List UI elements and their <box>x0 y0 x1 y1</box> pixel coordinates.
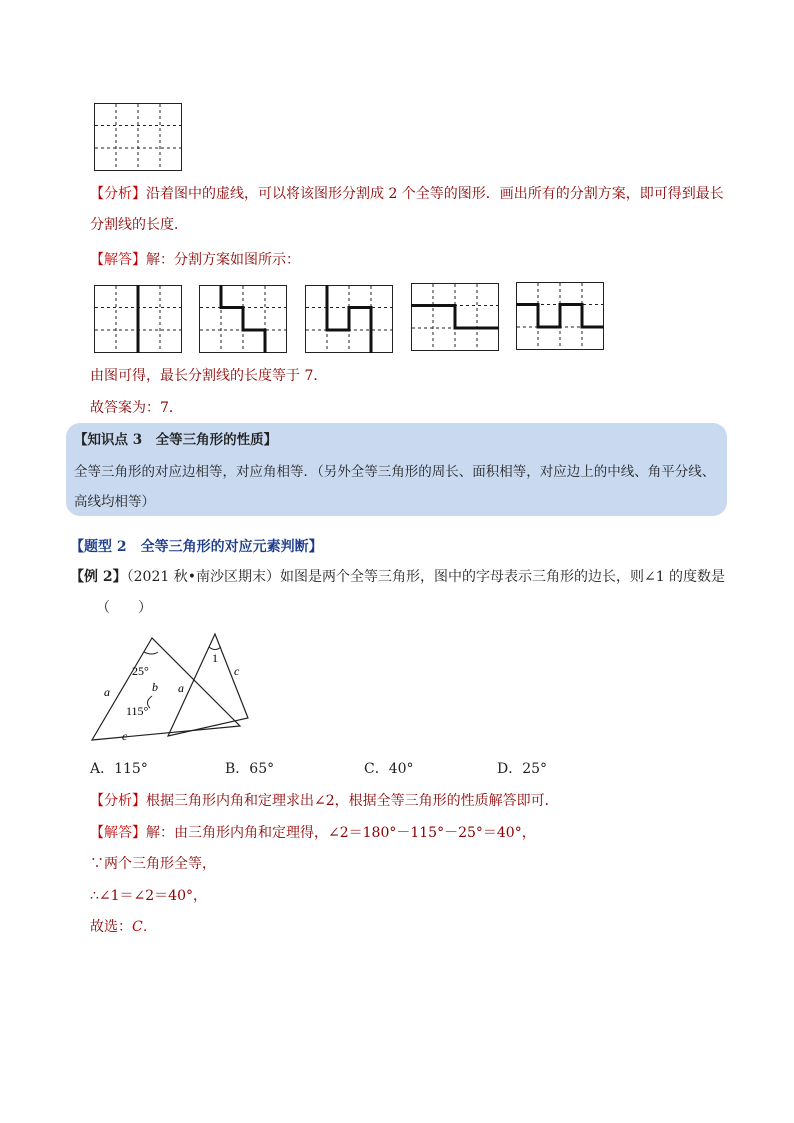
choose-value: C． <box>132 919 157 935</box>
angle-115-label: 115° <box>126 704 149 718</box>
knowledge-line-1: 全等三角形的对应边相等，对应角相等．（另外全等三角形的周长、面积相等，对应边上的中线、角平分线、 <box>74 464 716 480</box>
answer-text-2: 解：由三角形内角和定理得，∠2＝180°－115°－25°＝40°， <box>146 825 536 841</box>
knowledge-point-box <box>66 423 727 516</box>
example-2-stem <box>70 567 725 587</box>
side-a-label-1: a <box>104 685 110 699</box>
angle-1-label: 1 <box>212 651 218 665</box>
analysis-text-2: 根据三角形内角和定理求出∠2，根据全等三角形的性质解答即可． <box>146 793 559 809</box>
side-c-label-1: c <box>122 729 128 743</box>
choice-b[interactable]: B．65° <box>225 761 275 777</box>
analysis-tag: 【分析】 <box>90 186 146 202</box>
side-b-label-1: b <box>152 680 158 694</box>
analysis-paragraph-2 <box>90 791 559 811</box>
triangle-figure <box>80 630 280 750</box>
question-type-title: 【题型 2 全等三角形的对应元素判断】 <box>70 539 323 555</box>
split-solution-2 <box>199 285 287 353</box>
split-solution-3 <box>305 285 393 353</box>
side-c-label-2: c <box>234 664 240 678</box>
choice-d[interactable]: D．25° <box>497 761 548 777</box>
split-solution-1 <box>94 285 182 353</box>
split-solution-4 <box>411 283 499 351</box>
answer-tag: 【解答】 <box>90 252 146 268</box>
knowledge-title: 【知识点 3 全等三角形的性质】 <box>74 432 278 448</box>
example-paren: （ ） <box>96 600 152 616</box>
answer-text: 解：分割方案如图所示： <box>146 252 300 268</box>
answer-result: 由图可得，最长分割线的长度等于 7． <box>90 368 328 384</box>
choose-prefix: 故选： <box>90 919 132 935</box>
answer-paragraph-2 <box>90 823 536 843</box>
choice-c[interactable]: C．40° <box>364 761 414 777</box>
example-tag: 【例 2】 <box>70 569 127 585</box>
example-text: （2021 秋•南沙区期末）如图是两个全等三角形，图中的字母表示三角形的边长，则∠1 的度数是 <box>126 569 726 585</box>
analysis-text: 沿着图中的虚线，可以将该图形分割成 2 个全等的图形．画出所有的分割方案，即可得到最长 <box>146 186 724 202</box>
answer-because: ∵两个三角形全等， <box>90 856 216 872</box>
side-a-label-2: a <box>178 681 184 695</box>
answer-tag-2: 【解答】 <box>90 825 146 841</box>
answer-therefore: ∴∠1＝∠2＝40°， <box>90 888 207 904</box>
answer-choose <box>90 917 157 937</box>
grid-figure-top <box>94 103 182 171</box>
analysis-paragraph-1 <box>90 184 724 204</box>
answer-paragraph-1 <box>90 250 300 270</box>
analysis-tag-2: 【分析】 <box>90 793 146 809</box>
split-solution-5 <box>516 282 604 350</box>
choice-a[interactable]: A．115° <box>90 761 148 777</box>
angle-25-label: 25° <box>132 664 149 678</box>
analysis-text-continued: 分割线的长度． <box>90 217 188 233</box>
answer-final: 故答案为：7． <box>90 400 183 416</box>
knowledge-line-2: 高线均相等） <box>74 494 155 510</box>
